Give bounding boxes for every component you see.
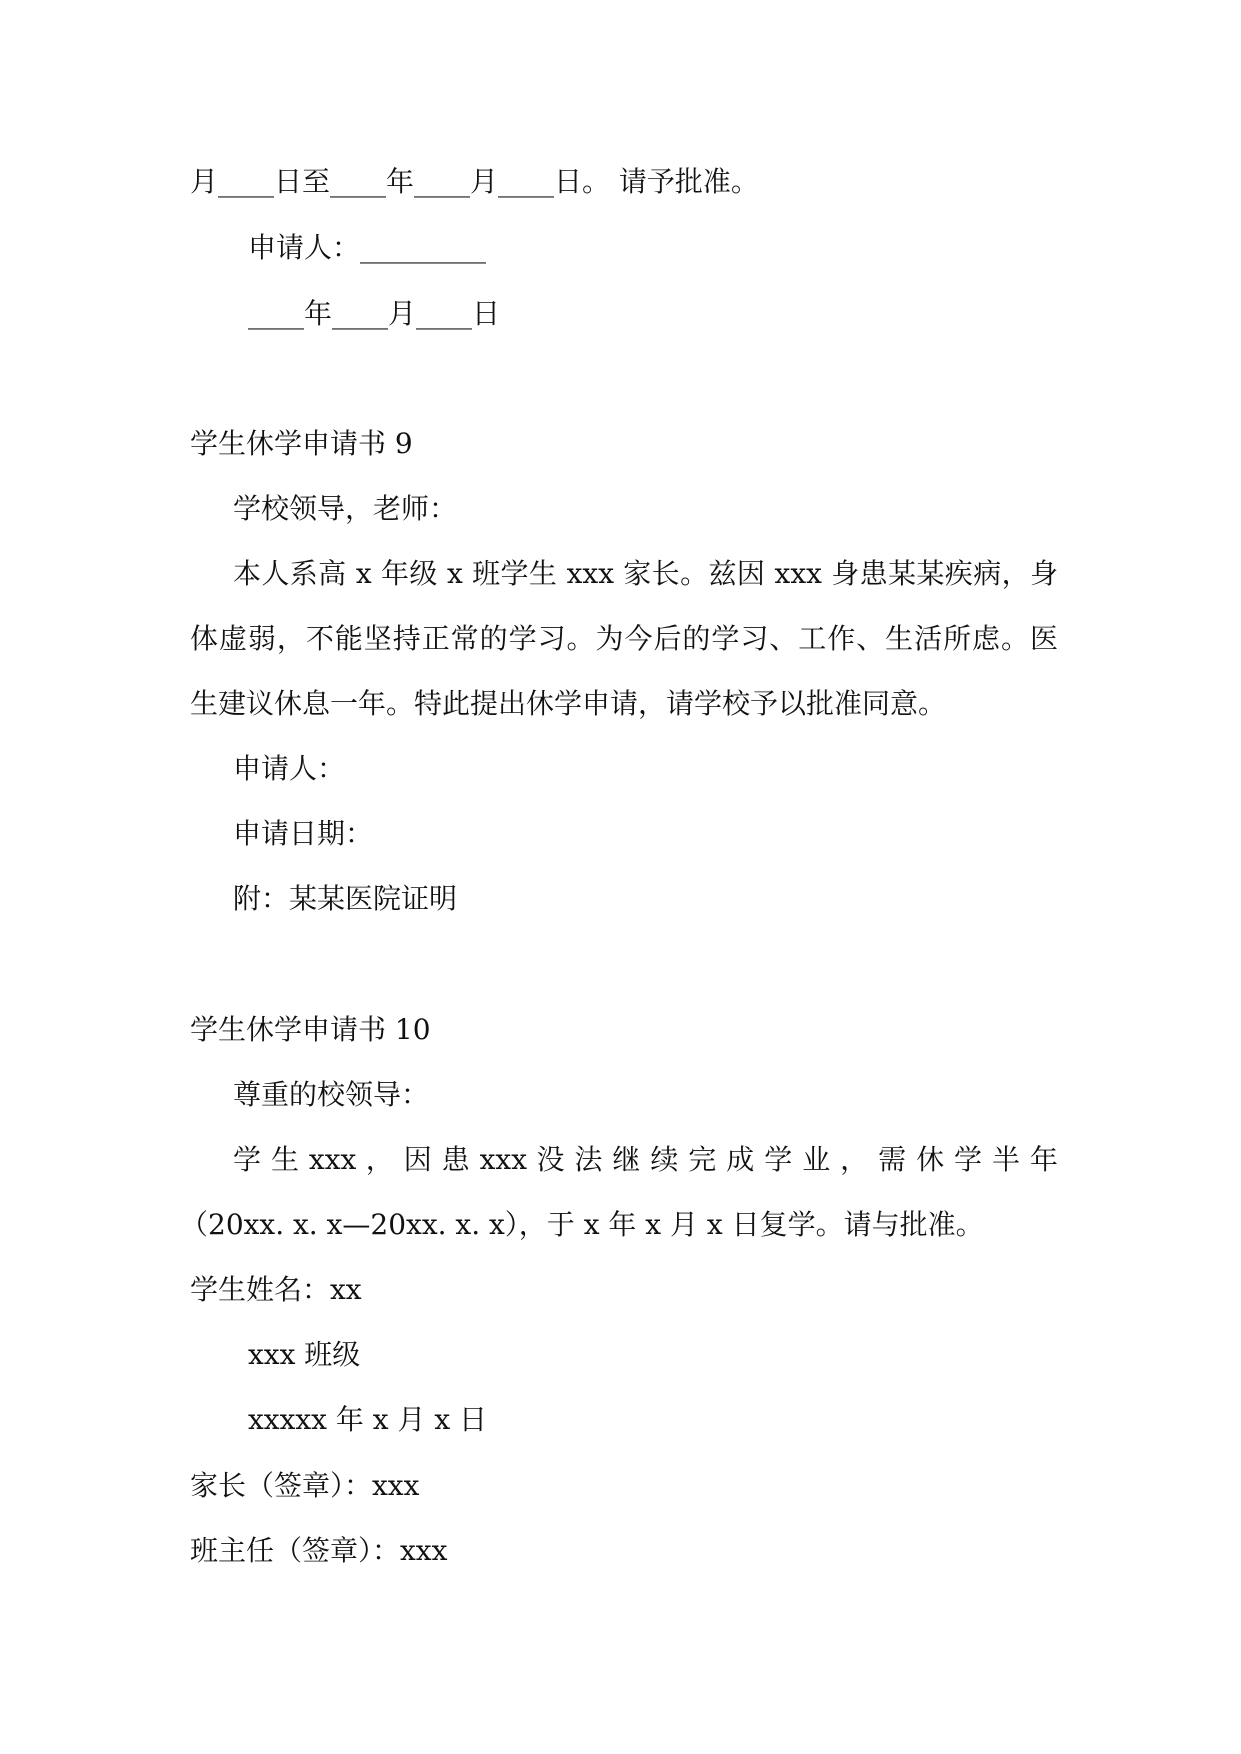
- date-range-line: 月____日至____年____月____日。 请予批准。: [190, 165, 759, 198]
- teacher-signature-line: 班主任（签章）：xxx: [190, 1534, 448, 1567]
- student-name-line: 学生姓名：xx: [190, 1273, 362, 1306]
- applicant-label: 申请人：: [233, 752, 346, 785]
- class-line: xxx 班级: [248, 1338, 361, 1371]
- body-line: 本人系高 x 年级 x 班学生 xxx 家长。兹因 xxx 身患某某疾病，身: [233, 557, 1058, 590]
- salutation: 学校领导，老师：: [233, 492, 458, 525]
- application-date-label: 申请日期：: [233, 817, 374, 850]
- date-line: xxxxx 年 x 月 x 日: [248, 1403, 488, 1436]
- parent-signature-line: 家长（签章）：xxx: [190, 1469, 420, 1502]
- attachment-line: 附：某某医院证明: [233, 882, 458, 915]
- body-line: 生建议休息一年。特此提出休学申请，请学校予以批准同意。: [190, 687, 947, 720]
- date-line: ____年____月____日: [248, 297, 501, 330]
- salutation: 尊重的校领导：: [233, 1078, 430, 1111]
- body-line: 体虚弱，不能坚持正常的学习。为今后的学习、工作、生活所虑。医: [190, 622, 1058, 655]
- applicant-line: 申请人：_________: [248, 231, 487, 264]
- body-line: （20xx. x. x—20xx. x. x），于 x 年 x 月 x 日复学。请与批准。: [180, 1208, 984, 1241]
- section-title: 学生休学申请书 9: [190, 427, 413, 460]
- body-line: 学 生 xxx ， 因 患 xxx 没 法 继 续 完 成 学 业 ， 需 休 学 半 年: [233, 1143, 1058, 1176]
- section-title: 学生休学申请书 10: [190, 1013, 431, 1046]
